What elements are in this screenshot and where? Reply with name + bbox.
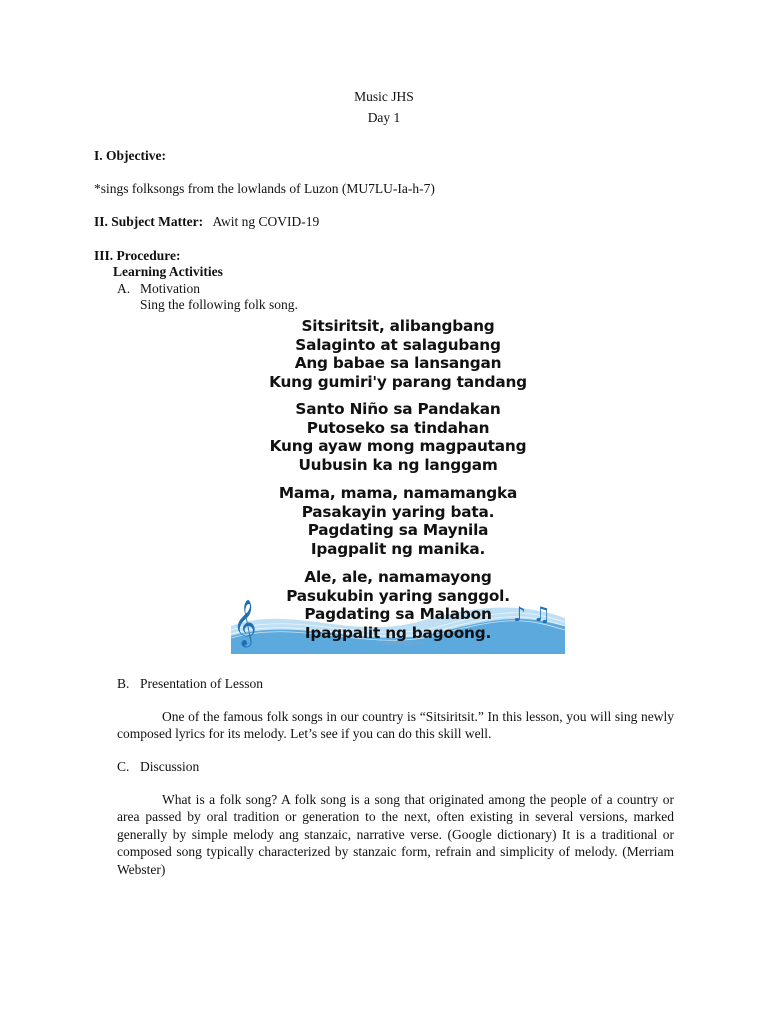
- lyric-line: Pasukubin yaring sanggol.: [286, 586, 510, 605]
- lyrics-verse-3: [231, 484, 565, 558]
- lyric-line: Ipagpalit ng bagoong.: [304, 623, 492, 642]
- treble-clef-icon: 𝄞: [233, 600, 257, 646]
- image-watermark: pagalbondeis.org: [381, 641, 425, 647]
- discussion-paragraph: [117, 791, 674, 878]
- item-b-label: Presentation of Lesson: [140, 676, 263, 691]
- presentation-text: One of the famous folk songs in our country is “Sitsiritsit.” In this lesson, you will sing newly composed lyrics for its melody. Let’s see if you can do this skill well.: [117, 709, 674, 742]
- subject-matter-heading: II. Subject Matter:: [94, 214, 204, 229]
- lyric-line: Uubusin ka ng langgam: [298, 455, 498, 474]
- learning-activities-heading: Learning Activities: [113, 264, 223, 279]
- lyric-line: Kung ayaw mong magpautang: [269, 437, 527, 455]
- lyric-line: Pasakayin yaring bata.: [301, 502, 495, 521]
- document-title: Music JHS: [354, 89, 414, 104]
- item-a-letter: A.: [117, 281, 131, 296]
- lyric-line: Ale, ale, namamayong: [304, 568, 492, 586]
- lyric-line: Pagdating sa Malabon: [304, 605, 492, 623]
- item-c-letter: C.: [117, 759, 130, 774]
- lyric-line: Mama, mama, namamangka: [278, 484, 518, 502]
- presentation-paragraph: [117, 708, 674, 743]
- subject-matter-line: [94, 214, 319, 230]
- lyric-line: Santo Niño sa Pandakan: [295, 400, 501, 418]
- lyrics-verse-2: [231, 400, 565, 474]
- subject-matter-value: Awit ng COVID-19: [212, 214, 320, 229]
- procedure-heading: III. Procedure:: [94, 248, 181, 263]
- objective-heading: I. Objective:: [94, 148, 166, 163]
- lyric-line: Putoseko sa tindahan: [306, 418, 490, 437]
- objective-text: *sings folksongs from the lowlands of Luzon (MU7LU-Ia-h-7): [94, 181, 435, 196]
- document-day: Day 1: [367, 110, 401, 125]
- item-c-label: Discussion: [140, 759, 200, 774]
- lyric-line: Sitsiritsit, alibangbang: [301, 317, 495, 335]
- lyric-line: Salaginto at salagubang: [295, 335, 501, 354]
- lyrics-verse-4: [231, 568, 565, 642]
- item-b-letter: B.: [117, 676, 130, 691]
- discussion-text: What is a folk song? A folk song is a song that originated among the people of a country or area passed by oral tradition or generation to the next, often existing in several versions, marked generally by simple melody ang stanzaic, narrative verse. (Google dictionary) It is a traditional or composed song typically characterized by stanzaic form, refrain and simplicity of melody. (Merriam Webster): [117, 792, 674, 877]
- lyrics-verse-1: [231, 317, 565, 391]
- lyric-line: Kung gumiri'y parang tandang: [269, 372, 527, 391]
- folk-song-lyrics-image: [231, 314, 565, 654]
- lyric-line: Ang babae sa lansangan: [294, 354, 502, 372]
- music-notes-icon: ♪ ♫: [513, 602, 551, 626]
- item-a-label: Motivation: [140, 281, 200, 296]
- item-a-instruction: Sing the following folk song.: [140, 297, 298, 312]
- lyric-line: Ipagpalit ng manika.: [310, 539, 486, 558]
- lyric-line: Pagdating sa Maynila: [307, 521, 489, 539]
